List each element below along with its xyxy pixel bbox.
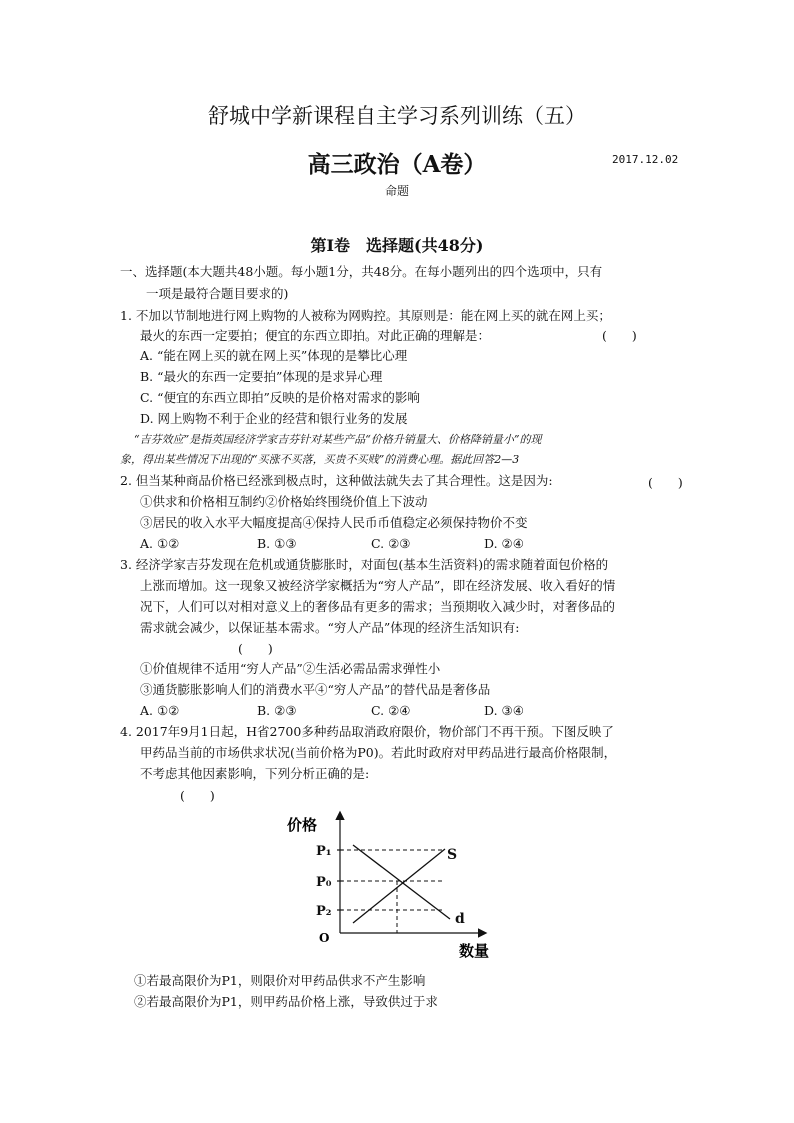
q4-stem-cont-1: 甲药品当前的市场供求状况(当前价格为P0)。若此时政府对甲药品进行最高价格限制，: [140, 745, 617, 760]
q3-stem-cont-3: 需求就会减少，以保证基本需求。“穷人产品”体现的经济生活知识有:: [140, 620, 520, 635]
q3-answer-c: C. ②④: [371, 703, 411, 718]
material-text-cont: 象，得出某些情况下出现的“买涨不买落，买贵不买贱”的消费心理。据此回答2—3: [120, 453, 520, 466]
document-date: 2017.12.02: [612, 153, 679, 166]
document-subtitle: 高三政治（A卷）: [307, 151, 487, 178]
q1-option-d: D. 网上购物不利于企业的经营和银行业务的发展: [140, 411, 408, 426]
q3-answer-bracket: ( ): [238, 641, 273, 656]
document-title: 舒城中学新课程自主学习系列训练（五）: [208, 104, 586, 128]
q2-answer-a: A. ①②: [140, 536, 180, 551]
curve-label-S: S: [447, 847, 458, 863]
q3-stem-cont-2: 况下，人们可以对相对意义上的奢侈品有更多的需求；当预期收入减少时，对奢侈品的: [140, 599, 616, 614]
q3-choices-cont: ③通货膨胀影响人们的消费水平④“穷人产品”的替代品是奢侈品: [140, 682, 491, 697]
curve-label-d: d: [455, 911, 465, 927]
price-label-2: P₂: [316, 904, 332, 919]
q3-stem: 3. 经济学家吉芬发现在危机或通货膨胀时，对面包(基本生活资料)的需求随着面包价格的: [120, 557, 609, 572]
supply-demand-chart: [285, 805, 490, 965]
q1-stem: 1. 不加以节制地进行网上购物的人被称为网购控。其原则是：能在网上买的就在网上买；: [120, 308, 611, 323]
q3-answer-b: B. ②③: [257, 703, 297, 718]
section-heading: 第Ⅰ卷 选择题(共48分): [310, 236, 484, 255]
q3-answer-a: A. ①②: [140, 703, 180, 718]
document-byline: 命题: [384, 184, 409, 198]
q3-answer-d: D. ③④: [484, 703, 524, 718]
q4-stem: 4. 2017年9月1日起，H省2700多种药品取消政府限价，物价部门不再干预。下图反映了: [120, 724, 614, 739]
q2-answer-c: C. ②③: [371, 536, 411, 551]
origin-label: O: [319, 931, 330, 945]
q1-option-a: A. “能在网上买的就在网上买”体现的是攀比心理: [140, 348, 408, 363]
q4-choices-cont: ②若最高限价为P1，则甲药品价格上涨，导致供过于求: [134, 994, 438, 1009]
curve-S: [353, 849, 445, 923]
q2-choices-cont: ③居民的收入水平大幅度提高④保持人民币币值稳定必须保持物价不变: [140, 515, 528, 530]
price-label-1: P₀: [316, 875, 332, 890]
q3-choices: ①价值规律不适用“穷人产品”②生活必需品需求弹性小: [140, 661, 441, 676]
q1-option-c: C. “便宜的东西立即拍”反映的是价格对需求的影响: [140, 390, 420, 405]
q2-answer-b: B. ①③: [257, 536, 297, 551]
q4-answer-bracket: ( ): [180, 788, 215, 803]
material-text: “吉芬效应”是指英国经济学家吉芬针对某些产品“价格升销量大、价格降销量小”的现: [134, 433, 542, 446]
q2-answer-d: D. ②④: [484, 536, 524, 551]
q4-choices: ①若最高限价为P1，则限价对甲药品供求不产生影响: [134, 973, 426, 988]
q2-answer-bracket: ( ): [648, 475, 683, 490]
q3-stem-cont-1: 上涨而增加。这一现象又被经济学家概括为“穷人产品”，即在经济发展、收入看好的情: [140, 578, 616, 593]
q4-stem-cont-2: 不考虑其他因素影响，下列分析正确的是:: [140, 766, 370, 781]
section-instruction: 一、选择题(本大题共48小题。每小题1分，共48分。在每小题列出的四个选项中，只有: [120, 264, 603, 279]
q2-stem: 2. 但当某种商品价格已经涨到极点时，这种做法就失去了其合理性。这是因为:: [120, 473, 553, 488]
price-label-0: P₁: [316, 844, 332, 859]
q1-answer-bracket: ( ): [602, 328, 637, 343]
q1-option-b: B. “最火的东西一定要拍”体现的是求异心理: [140, 369, 383, 384]
q2-choices: ①供求和价格相互制约②价格始终围绕价值上下波动: [140, 494, 428, 509]
section-instruction-cont: 一项是最符合题目要求的): [146, 286, 289, 301]
x-axis-label: 数量: [459, 942, 490, 960]
y-axis-label: 价格: [287, 816, 318, 834]
q1-stem-cont: 最火的东西一定要拍；便宜的东西立即拍。对此正确的理解是：: [140, 328, 491, 343]
